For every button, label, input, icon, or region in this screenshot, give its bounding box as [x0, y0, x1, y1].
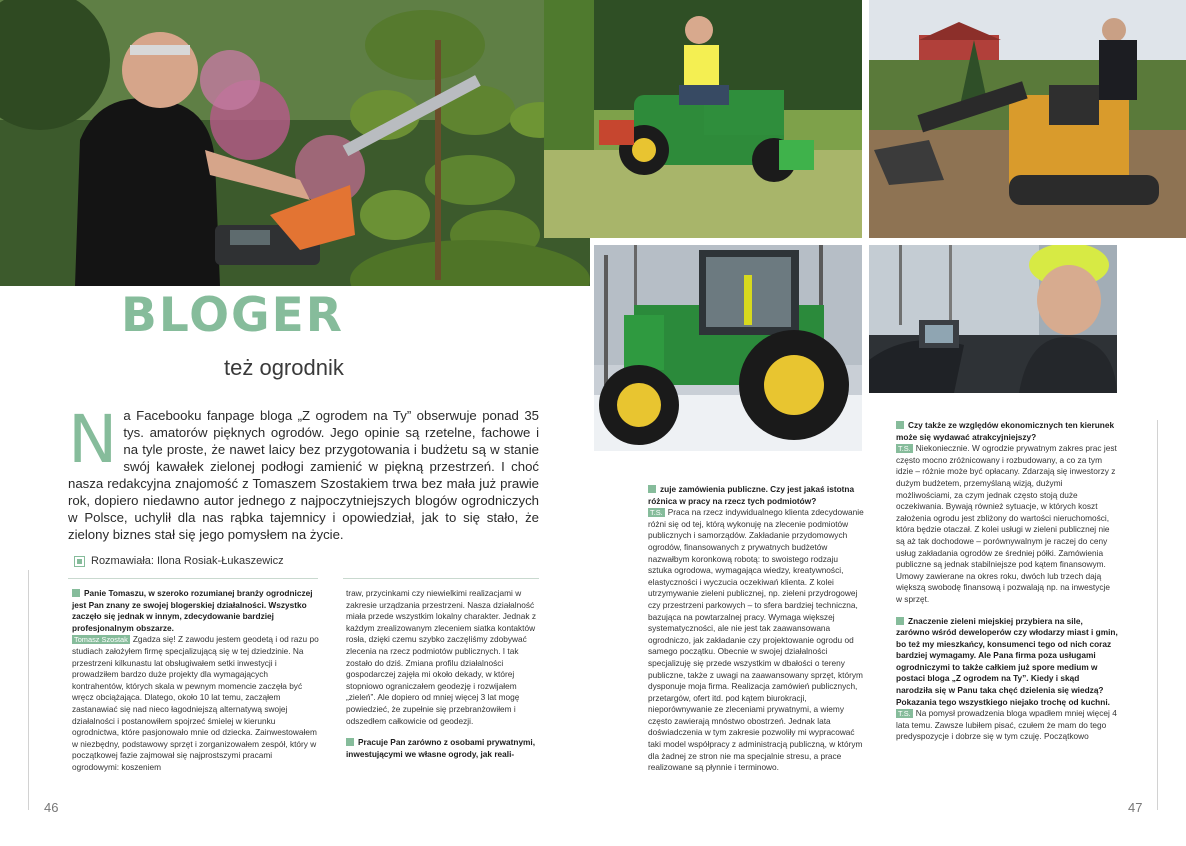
question-continued: zuje zamówienia publiczne. Czy jest jakaś istotna różnica w pracy na rzecz tych podmiotów? — [648, 484, 864, 507]
column-1 — [72, 588, 320, 774]
question: Pracuje Pan zarówno z osobami prywatnymi, inwestującymi we własne ogrody, jak reali- — [346, 737, 538, 760]
divider — [68, 578, 318, 579]
divider — [343, 578, 539, 579]
photo-hedge-trimming — [0, 0, 590, 286]
answer-text: traw, przycinkami czy niewielkimi realizacjami w zakresie urządzania przestrzeni. Nasza działalność miała przede wszystkim lokalny charakter. Jednak z każdym zrealizowanym zleceniem siatka kontaktów rosła, dzięki czemu szybko zaczęliśmy zdobywać zlecenia na rzecz podmiotów publicznych. I tak zostało do dziś. Zmiana profilu działalności gospodarczej zajęła mi około dekady, w której stopniowo ograniczałem geodezję i rozwijałem „zieleń”. Ale dopiero od mniej więcej 3 lat mogę powiedzieć, że zupełnie się przebranżowiłem i odszedłem całkowicie od geodezji. — [346, 588, 536, 726]
answer — [896, 708, 1118, 743]
question: Panie Tomaszu, w szeroko rozumianej branży ogrodniczej jest Pan znany ze swojej blogerskiej działalności. Wszystko zaczęło się jednak w innym, zdecydowanie bardziej profesjonalnym obszarze. — [72, 588, 320, 634]
speaker-tag: Tomasz Szostak — [74, 635, 128, 645]
interviewer-line — [74, 555, 284, 567]
margin-line — [1157, 420, 1158, 810]
drop-cap: N — [68, 401, 118, 478]
answer — [648, 507, 864, 774]
article-title: BLOGER — [121, 288, 344, 343]
column-2 — [346, 588, 538, 760]
column-4 — [896, 420, 1118, 743]
interviewer-name: Rozmawiała: Ilona Rosiak-Łukaszewicz — [91, 555, 284, 567]
page-number-left: 46 — [44, 800, 59, 815]
column-3 — [648, 484, 864, 774]
answer — [896, 443, 1118, 605]
page-number-right: 47 — [1128, 800, 1143, 815]
photo-lawn-tractor — [544, 0, 862, 238]
answer-text: Niekoniecznie. W ogrodzie prywatnym zakres prac jest często mocno zróżnicowany i rozbudowany, a co za tym idzie – różnie może być opłacany. Zdarzają się inwestorzy z dużym budżetem, przemyślaną wizją, dużymi możliwościami, za czym jednak często stoją duże oczekiwania. Bywają również sytuacje, w których koszt założenia ogrodu jest zbliżony do wartości nieruchomości, która będzie otaczał. Z kolei usługi w zieleni publicznej nie są aż tak dochodowe – porównywalnym je raczej do ceny usług zakładania ogrodów ze średniej półki. Zamówienia publiczne są jednak stabilniejsze pod kątem finansowym. Umowy zawierane na okres roku, dwóch lub trzech dają większą swobodę finansową i pozwalają np. na inwestycje w sprzęt. — [896, 443, 1117, 604]
speaker-tag: T.S. — [650, 508, 663, 518]
speaker-tag: T.S. — [898, 709, 911, 719]
question: Znaczenie zieleni miejskiej przybiera na sile, zarówno wśród deweloperów czy włodarzy miast i gmin, bo też my mieszkańcy, konsumenci tego od nich coraz bardziej wymagamy. Ale Pana firma poza usługami ogrodniczymi to także całkiem już spore medium w postaci bloga „Z ogrodem na Ty”. Kiedy i skąd narodziła się w Panu taka chęć dzielenia się wiedzą? Pokazania tego wszystkiego niejako trochę od kuchni. — [896, 615, 1118, 707]
answer-text: Na pomysł prowadzenia bloga wpadłem mniej więcej 4 lata temu. Zawsze lubiłem pisać, czułem że mam do tego predyspozycje i dobrze się w tym czuję. Początkowo — [896, 708, 1117, 742]
lead-paragraph — [68, 401, 539, 543]
photo-mini-loader — [869, 0, 1186, 238]
margin-line — [28, 570, 29, 810]
answer-text: Zgadza się! Z zawodu jestem geodetą i od razu po studiach założyłem firmę specjalizującą się w tej dziedzinie. Na przestrzeni kilkunastu lat obsługiwałem setki inwestycji i prowadziłem bardzo duże projekty dla wymagających kontrahentów, których skala w pewnym momencie zaczęła być wręcz obciążająca. Dlatego, około 10 lat temu, zacząłem zastanawiać się nad nieco łagodniejszą alternatywą swojej działalności i postanowiłem spojrzeć śmielej w kierunku ogrodnictwa, które pasjonowało mnie od dziecka. Zainwestowałem w niezbędny, podstawowy sprzęt i zorganizowałem zespół, który w początkowej fazie zajmował się najprostszymi pracami ogrodowymi: koszeniem — [72, 634, 319, 772]
photo-driver-portrait — [869, 245, 1117, 393]
article-subtitle: też ogrodnik — [224, 355, 344, 380]
answer-text: Praca na rzecz indywidualnego klienta zdecydowanie różni się od tej, którą wykonuję na zlecenie podmiotów publicznych i samorządów. Zakładanie przydomowych ogrodów, finansowanych z prywatnych budżetów nazwałbym koronkową robotą: to swoistego rodzaju sztuka ogrodowa, wymagająca wiedzy, kreatywności, elastyczności i wyczucia oczekiwań klienta. Z kolei utrzymywanie zieleni publicznej, np. zieleni przydrogowej czy przestrzeni parkowych – to sfera bardziej techniczna, bazująca na powtarzalnej pracy. Wymaga większej systematyczności, ale nie jest tak zaawansowana ogrodniczo, jak zakładanie czy projektowanie ogrodu od samego początku. Obecnie w swojej działalności specjalizuję się przede wszystkim w dbałości o tereny publiczne, także z uwagi na zaawansowany sprzęt, którym dysponuje moja firma. Realizacja zamówień publicznych, przetargów, ofert itd. pod kątem biurokracji, nieporównywanie ze zleceniami prywatnymi, a wiemy często zawierają mnóstwo obostrzeń. Jednak lata doświadczenia w tym zakresie pozwoliły mi wypracować taki model współpracy z administracją publiczną, w którym dla żadnej ze stron nie ma specjalnie stresu, a prace realizowane są płynnie i terminowo. — [648, 507, 864, 773]
square-bullet-icon — [74, 556, 85, 567]
speaker-tag: T.S. — [898, 444, 911, 454]
lead-text: a Facebooku fanpage bloga „Z ogrodem na Ty” obserwuje ponad 35 tys. amatorów pięknych ogrodów. Jego opinie są rzetelne, fachowe i na tyle proste, że nawet laicy bez przygotowania i budżetu są w stanie swój kawałek zielonej podłogi zamienić w piękną przestrzeń. I choć nasza redakcyjna znajomość z Tomaszem Szostakiem trwa bez mała już prawie rok, dopiero niedawno autor jednego z najpoczytniejszych blogów ogrodniczych w Polsce, uchylił dla nas rąbka tajemnicy i opowiedział, jak to się stało, że zielony biznes stał się jego pomysłem na życie. — [68, 408, 539, 542]
question: Czy także ze względów ekonomicznych ten kierunek może się wydawać atrakcyjniejszy? — [896, 420, 1118, 443]
photo-green-tractor-snow — [594, 245, 862, 451]
answer — [72, 634, 320, 773]
